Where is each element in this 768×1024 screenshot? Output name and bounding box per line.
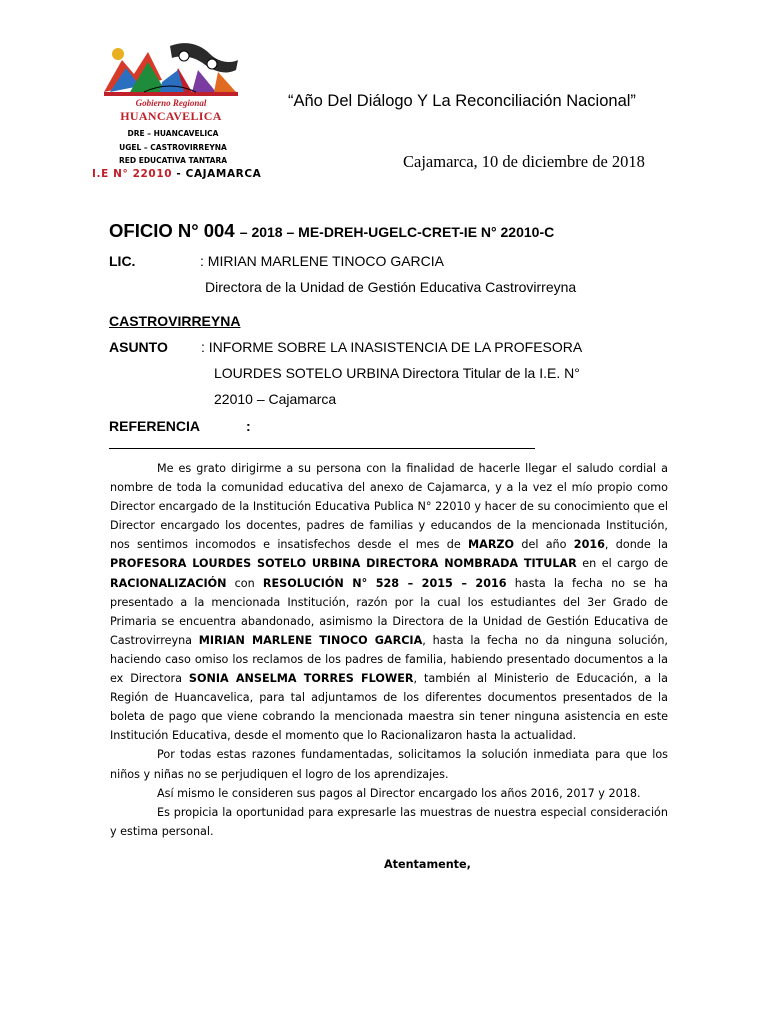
body-text-run: , también al Ministerio de Educación, a la Región de Huancavelica, para tal adjuntamos de los diferentes documentos presentados de la boleta de pago que viene cobrando la mencionada maestra sin tener ninguna asistencia en este Institución Educativa, desde el momento que lo Racionalizaron hasta la actualidad. <box>110 672 668 743</box>
regional-government-logo <box>100 40 242 126</box>
lic-label: LIC. <box>109 253 136 269</box>
institution-number: I.E N° 22010 <box>92 168 173 180</box>
body-text-run: con <box>226 576 263 590</box>
body-bold-run: MARZO <box>468 538 515 552</box>
asunto-line-3: 22010 – Cajamarca <box>214 391 337 407</box>
date-line: Cajamarca, 10 de diciembre de 2018 <box>403 152 645 171</box>
institution-line <box>92 168 261 180</box>
referencia-colon: : <box>246 418 251 434</box>
oficio-code: – 2018 – ME-DREH-UGELC-CRET-IE N° 22010-C <box>239 224 555 240</box>
body-text-run: hasta la fecha no se ha presentado a la mencionada Institución, razón por la cual los estudiantes del 3er Grado de Primaria se encuentra abandonado, asimismo la Directora de la Unidad de Gestión Educativa de Castrovirreyna <box>110 576 668 647</box>
asunto-line-1: : INFORME SOBRE LA INASISTENCIA DE LA PROFESORA <box>201 339 583 355</box>
body-bold-run: 2016 <box>573 538 605 552</box>
body-bold-run: RACIONALIZACIÓN <box>110 576 227 590</box>
body-paragraph-1 <box>110 459 668 745</box>
logo-name: HUANCAVELICA <box>120 109 222 123</box>
body-bold-run: SONIA ANSELMA TORRES FLOWER <box>188 672 414 686</box>
body-bold-run: MIRIAN MARLENE TINOCO GARCIA <box>198 633 423 647</box>
referencia-divider <box>109 448 535 450</box>
lic-name: : MIRIAN MARLENE TINOCO GARCIA <box>200 253 444 269</box>
body-bold-run: PROFESORA LOURDES SOTELO URBINA DIRECTORA NOMBRADA TITULAR <box>110 557 577 571</box>
year-motto: “Año Del Diálogo Y La Reconciliación Nacional” <box>288 92 636 110</box>
body-text-run: , hasta la fecha no da ninguna solución, haciendo caso omiso los reclamos de los padres de familia, habiendo presentado documentos a la ex Directora <box>110 633 668 686</box>
body-text-run: en el cargo de <box>576 557 669 571</box>
asunto-line-2: LOURDES SOTELO URBINA Directora Titular de la I.E. N° <box>214 365 580 381</box>
body-paragraph-2: Por todas estas razones fundamentadas, solicitamos la solución inmediata para que los niños y niñas no se perjudiquen el logro de los aprendizajes. <box>110 748 668 781</box>
oficio-number: OFICIO N° 004 <box>109 220 235 241</box>
logo-emblem-icon <box>100 40 242 100</box>
org-line-ugel: UGEL – CASTROVIRREYNA <box>119 143 227 152</box>
body-text-run: , donde la <box>604 538 669 552</box>
addressee-place: CASTROVIRREYNA <box>109 313 241 329</box>
letter-body <box>110 459 668 841</box>
referencia-label: REFERENCIA <box>109 418 201 434</box>
closing: Atentamente, <box>384 858 471 871</box>
body-paragraph-3: Así mismo le consideren sus pagos al Director encargado los años 2016, 2017 y 2018. <box>157 786 641 800</box>
org-line-red: RED EDUCATIVA TANTARA <box>118 156 228 165</box>
body-paragraph-4: Es propicia la oportunidad para expresarle las muestras de nuestra especial consideración y estima personal. <box>110 805 668 838</box>
body-bold-run: RESOLUCIÓN N° 528 – 2015 – 2016 <box>262 576 507 590</box>
body-text-run: Me es grato dirigirme a su persona con la finalidad de hacerle llegar el saludo cordial a nombre de toda la comunidad educativa del anexo de Cajamarca, y a la vez el mío propio como Director encargado de la Institución Educativa Publica N° 22010 y hacer de su conocimiento que el Director encargado los docentes, padres de familias y educandos de la mencionada Institución, nos sentimos incomodos e insatisfechos desde el mes de <box>110 462 668 552</box>
asunto-label: ASUNTO <box>109 339 168 355</box>
body-text-run: del año <box>514 538 574 552</box>
logo-arch-text: Gobierno Regional <box>135 98 207 108</box>
org-line-dre: DRE – HUANCAVELICA <box>127 129 219 138</box>
institution-place: - CAJAMARCA <box>176 168 262 180</box>
addressee-role: Directora de la Unidad de Gestión Educativa Castrovirreyna <box>205 279 577 295</box>
oficio-title <box>109 220 554 242</box>
